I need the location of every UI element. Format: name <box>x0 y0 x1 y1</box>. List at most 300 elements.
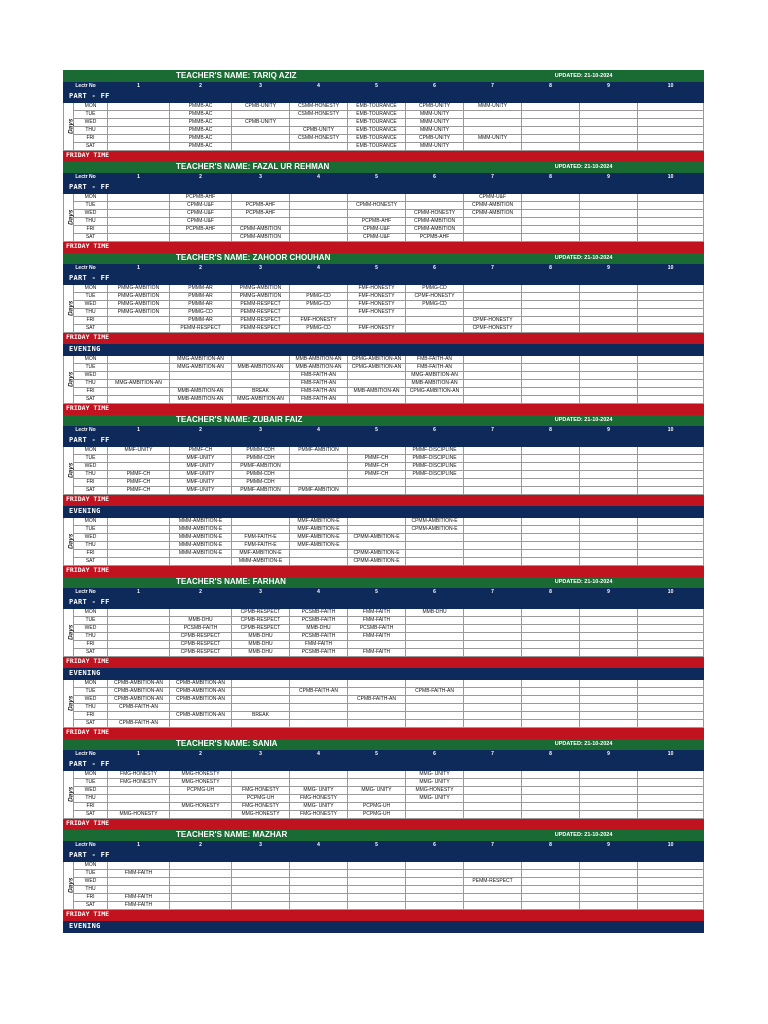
period-number: 1 <box>108 426 170 435</box>
day-row <box>64 787 704 795</box>
class-cell <box>638 372 704 380</box>
day-row <box>64 609 704 617</box>
class-cell: CPMM-HONESTY <box>406 210 464 218</box>
day-name: WED <box>74 787 108 795</box>
friday-time-label: FRIDAY TIME <box>66 566 110 574</box>
class-cell <box>406 550 464 558</box>
class-cell: CPMB-UNITY <box>406 135 464 143</box>
period-number: 1 <box>108 841 170 850</box>
class-cell: FMG-HONESTY <box>108 779 170 787</box>
days-vertical-label <box>64 356 74 404</box>
class-cell <box>580 234 638 242</box>
class-cell <box>638 143 704 151</box>
class-cell <box>580 641 638 649</box>
class-cell <box>580 317 638 325</box>
class-cell <box>170 862 232 870</box>
period-number: 8 <box>522 426 580 435</box>
day-name: WED <box>74 878 108 886</box>
class-cell: CPMM-HONESTY <box>348 202 406 210</box>
day-name: SAT <box>74 902 108 910</box>
day-row <box>64 226 704 234</box>
day-row <box>64 119 704 127</box>
class-cell <box>290 696 348 704</box>
class-cell <box>464 479 522 487</box>
day-row <box>64 779 704 787</box>
class-cell <box>464 720 522 728</box>
days-label: Days <box>67 371 75 388</box>
days-label: Days <box>67 786 75 803</box>
class-cell <box>580 396 638 404</box>
class-cell: PMMF-AMBITION <box>232 463 290 471</box>
class-cell <box>638 688 704 696</box>
class-cell <box>638 202 704 210</box>
class-cell <box>348 542 406 550</box>
class-cell <box>108 103 170 111</box>
class-cell: FMM-FAITH <box>108 902 170 910</box>
class-cell <box>638 103 704 111</box>
period-number: 1 <box>108 264 170 273</box>
evening-section-row <box>64 668 704 680</box>
friday-time-label: FRIDAY TIME <box>66 151 110 159</box>
class-cell <box>580 811 638 819</box>
class-cell <box>580 293 638 301</box>
class-cell <box>406 194 464 202</box>
class-cell <box>580 696 638 704</box>
class-cell: CPMB-UNITY <box>232 119 290 127</box>
teacher-name: TEACHER'S NAME: MAZHAR <box>64 830 464 841</box>
class-cell <box>406 479 464 487</box>
period-number: 10 <box>638 426 704 435</box>
teacher-title-row <box>64 739 704 750</box>
teacher-title-row <box>64 577 704 588</box>
class-cell <box>108 518 170 526</box>
class-cell <box>580 680 638 688</box>
class-cell <box>170 870 232 878</box>
class-cell: CPMB-UNITY <box>290 127 348 135</box>
class-cell <box>522 356 580 364</box>
class-cell: MMG-HONESTY <box>170 779 232 787</box>
class-cell <box>522 388 580 396</box>
class-cell <box>464 550 522 558</box>
days-label: Days <box>67 300 75 317</box>
class-cell <box>580 111 638 119</box>
days-vertical-label <box>64 771 74 819</box>
class-cell <box>580 309 638 317</box>
class-cell <box>464 542 522 550</box>
period-number: 3 <box>232 750 290 759</box>
class-cell: FMG-HONESTY <box>290 795 348 803</box>
class-cell: FMM-FAITH <box>348 633 406 641</box>
class-cell <box>522 558 580 566</box>
class-cell <box>464 894 522 902</box>
period-number: 5 <box>348 588 406 597</box>
class-cell: PMMM-AR <box>170 285 232 293</box>
class-cell: CPMM-AMBITION-E <box>406 518 464 526</box>
class-cell <box>406 325 464 333</box>
class-cell <box>464 641 522 649</box>
day-name: MON <box>74 518 108 526</box>
class-cell: CPMM-AMBITION <box>464 202 522 210</box>
class-cell <box>522 633 580 641</box>
class-cell <box>406 803 464 811</box>
period-number: 4 <box>290 82 348 91</box>
class-cell <box>580 202 638 210</box>
class-cell: PMMF-DISCIPLINE <box>406 471 464 479</box>
class-cell <box>638 135 704 143</box>
class-cell: PCPMG-UH <box>232 795 290 803</box>
class-cell <box>580 558 638 566</box>
day-row <box>64 720 704 728</box>
class-cell <box>580 688 638 696</box>
day-row <box>64 372 704 380</box>
class-cell: CPMM-AMBITION-E <box>348 534 406 542</box>
friday-time-row <box>64 566 704 577</box>
period-number: 7 <box>464 173 522 182</box>
period-number: 4 <box>290 841 348 850</box>
class-cell <box>290 886 348 894</box>
class-cell <box>638 396 704 404</box>
class-cell: FMF-HONESTY <box>348 285 406 293</box>
class-cell <box>406 396 464 404</box>
class-cell: CPMM-AMBITION <box>406 226 464 234</box>
class-cell <box>464 143 522 151</box>
class-cell: EMB-TOURANCE <box>348 135 406 143</box>
class-cell <box>638 285 704 293</box>
class-cell: PCSMB-FAITH <box>290 609 348 617</box>
class-cell <box>464 534 522 542</box>
day-row <box>64 878 704 886</box>
day-name: THU <box>74 795 108 803</box>
class-cell <box>464 463 522 471</box>
class-cell: CPMB-FAITH-AN <box>290 688 348 696</box>
part-ff-section-row <box>64 91 704 103</box>
day-row <box>64 862 704 870</box>
class-cell <box>580 886 638 894</box>
class-cell <box>522 194 580 202</box>
updated-date: UPDATED: 21-10-2024 <box>464 71 704 82</box>
days-label: Days <box>67 695 75 712</box>
class-cell: MMG-HONESTY <box>170 803 232 811</box>
friday-time-label: FRIDAY TIME <box>66 728 110 736</box>
class-cell: CPMB-FAITH-AN <box>348 696 406 704</box>
class-cell <box>464 293 522 301</box>
day-row <box>64 886 704 894</box>
class-cell <box>348 518 406 526</box>
class-cell <box>638 696 704 704</box>
day-row <box>64 111 704 119</box>
class-cell <box>522 862 580 870</box>
class-cell <box>522 811 580 819</box>
class-cell <box>348 894 406 902</box>
class-cell: CPMM-U&F <box>464 194 522 202</box>
day-name: FRI <box>74 712 108 720</box>
evening-label: EVENING <box>69 669 101 677</box>
class-cell: PMMM-CDH <box>232 479 290 487</box>
friday-time-row <box>64 819 704 830</box>
period-header-row <box>64 426 704 435</box>
class-cell <box>108 111 170 119</box>
class-cell <box>638 609 704 617</box>
friday-time-row <box>64 728 704 739</box>
class-cell <box>108 787 170 795</box>
class-cell <box>464 518 522 526</box>
day-name: THU <box>74 471 108 479</box>
class-cell <box>290 902 348 910</box>
class-cell: MMB-DHU <box>232 641 290 649</box>
class-cell <box>464 218 522 226</box>
class-cell: FMF-HONESTY <box>348 309 406 317</box>
days-label: Days <box>67 624 75 641</box>
class-cell: MMM-UNITY <box>406 111 464 119</box>
class-cell <box>232 771 290 779</box>
class-cell <box>522 803 580 811</box>
class-cell <box>522 712 580 720</box>
class-cell <box>464 886 522 894</box>
class-cell <box>170 795 232 803</box>
class-cell <box>464 803 522 811</box>
class-cell <box>348 210 406 218</box>
class-cell: FMG-HONESTY <box>232 787 290 795</box>
class-cell: PMMG-CD <box>290 325 348 333</box>
class-cell: PMMG-AMBITION <box>108 285 170 293</box>
day-name: THU <box>74 218 108 226</box>
class-cell <box>290 878 348 886</box>
part-ff-label: PART - FF <box>69 598 110 606</box>
class-cell <box>290 234 348 242</box>
class-cell <box>522 364 580 372</box>
period-number: 2 <box>170 173 232 182</box>
class-cell <box>290 550 348 558</box>
day-name: FRI <box>74 641 108 649</box>
class-cell <box>170 894 232 902</box>
class-cell: FMM-FAITH <box>290 641 348 649</box>
class-cell: FMF-HONESTY <box>348 293 406 301</box>
day-name: WED <box>74 625 108 633</box>
day-name: WED <box>74 534 108 542</box>
class-cell <box>232 218 290 226</box>
class-cell: MMF-UNITY <box>170 479 232 487</box>
period-header-row <box>64 82 704 91</box>
period-number: 4 <box>290 264 348 273</box>
period-number: 7 <box>464 264 522 273</box>
class-cell: MMG-AMBITION-AN <box>108 380 170 388</box>
class-cell: MMM-AMBITION-E <box>170 518 232 526</box>
class-cell: MMF-UNITY <box>170 463 232 471</box>
day-row <box>64 688 704 696</box>
day-row <box>64 210 704 218</box>
friday-time-row <box>64 910 704 921</box>
class-cell <box>638 712 704 720</box>
day-name: TUE <box>74 293 108 301</box>
class-cell: CPMG-AMBITION-AN <box>348 356 406 364</box>
class-cell: CPMB-AMBITION-AN <box>170 680 232 688</box>
day-name: MON <box>74 680 108 688</box>
class-cell: MMM-UNITY <box>464 135 522 143</box>
class-cell <box>580 364 638 372</box>
class-cell: CPMM-AMBITION-E <box>348 550 406 558</box>
class-cell <box>638 534 704 542</box>
part-ff-label: PART - FF <box>69 274 110 282</box>
class-cell <box>406 894 464 902</box>
class-cell <box>580 143 638 151</box>
class-cell <box>108 641 170 649</box>
class-cell: PEMM-RESPECT <box>232 301 290 309</box>
day-name: FRI <box>74 479 108 487</box>
class-cell <box>348 771 406 779</box>
class-cell <box>464 447 522 455</box>
class-cell <box>108 325 170 333</box>
class-cell <box>108 364 170 372</box>
day-row <box>64 202 704 210</box>
class-cell: MMM-AMBITION-E <box>170 550 232 558</box>
class-cell <box>464 309 522 317</box>
day-name: WED <box>74 301 108 309</box>
class-cell <box>522 720 580 728</box>
period-header-row <box>64 173 704 182</box>
class-cell <box>638 226 704 234</box>
day-row <box>64 301 704 309</box>
class-cell <box>406 558 464 566</box>
class-cell <box>638 870 704 878</box>
teacher-name: TEACHER'S NAME: FARHAN <box>64 577 464 588</box>
class-cell <box>638 325 704 333</box>
period-number: 6 <box>406 750 464 759</box>
day-name: TUE <box>74 870 108 878</box>
class-cell <box>638 364 704 372</box>
class-cell <box>348 704 406 712</box>
class-cell <box>464 779 522 787</box>
class-cell <box>108 712 170 720</box>
class-cell <box>108 649 170 657</box>
days-vertical-label <box>64 285 74 333</box>
class-cell <box>522 143 580 151</box>
class-cell <box>348 487 406 495</box>
day-name: MON <box>74 356 108 364</box>
class-cell <box>232 886 290 894</box>
class-cell <box>580 633 638 641</box>
class-cell: CSMM-HONESTY <box>290 111 348 119</box>
period-number: 8 <box>522 264 580 273</box>
class-cell <box>522 234 580 242</box>
class-cell <box>170 720 232 728</box>
class-cell <box>108 455 170 463</box>
class-cell: BREAK <box>232 712 290 720</box>
class-cell <box>290 680 348 688</box>
class-cell <box>290 479 348 487</box>
class-cell <box>290 202 348 210</box>
days-vertical-label <box>64 103 74 151</box>
class-cell: CPMB-RESPECT <box>232 609 290 617</box>
class-cell: MMM-UNITY <box>406 143 464 151</box>
day-row <box>64 526 704 534</box>
class-cell <box>406 680 464 688</box>
class-cell <box>464 862 522 870</box>
class-cell: CPMB-UNITY <box>232 103 290 111</box>
class-cell <box>406 720 464 728</box>
period-header-row <box>64 750 704 759</box>
period-number: 2 <box>170 426 232 435</box>
friday-time-label: FRIDAY TIME <box>66 819 110 827</box>
class-cell <box>522 218 580 226</box>
day-row <box>64 518 704 526</box>
class-cell <box>638 293 704 301</box>
day-name: WED <box>74 463 108 471</box>
class-cell: PMMF-DISCIPLINE <box>406 447 464 455</box>
day-row <box>64 143 704 151</box>
day-row <box>64 356 704 364</box>
class-cell <box>638 641 704 649</box>
class-cell <box>580 902 638 910</box>
class-cell: FMF-HONESTY <box>348 301 406 309</box>
class-cell: FMF-HONESTY <box>348 325 406 333</box>
class-cell <box>638 309 704 317</box>
class-cell <box>108 194 170 202</box>
days-vertical-label <box>64 862 74 910</box>
period-number: 5 <box>348 82 406 91</box>
day-row <box>64 325 704 333</box>
day-row <box>64 795 704 803</box>
day-row <box>64 103 704 111</box>
class-cell: MMB-DHU <box>232 649 290 657</box>
part-ff-label: PART - FF <box>69 760 110 768</box>
class-cell <box>108 617 170 625</box>
days-label: Days <box>67 462 75 479</box>
class-cell: PCPMB-AHF <box>170 226 232 234</box>
class-cell <box>170 886 232 894</box>
class-cell: MMF-AMBITION-E <box>290 518 348 526</box>
day-name: THU <box>74 127 108 135</box>
class-cell: PCPMB-AHF <box>232 210 290 218</box>
period-number: 8 <box>522 588 580 597</box>
class-cell <box>348 870 406 878</box>
class-cell: CPMB-FAITH-AN <box>406 688 464 696</box>
class-cell <box>638 526 704 534</box>
day-row <box>64 487 704 495</box>
day-row <box>64 317 704 325</box>
class-cell <box>232 372 290 380</box>
class-cell: PMMG-CD <box>406 301 464 309</box>
class-cell: FMB-FAITH-AN <box>290 396 348 404</box>
day-name: FRI <box>74 550 108 558</box>
class-cell: MMF-UNITY <box>170 455 232 463</box>
class-cell <box>580 194 638 202</box>
class-cell <box>464 234 522 242</box>
days-vertical-label <box>64 447 74 495</box>
class-cell: CPMM-U&F <box>170 218 232 226</box>
class-cell: FMF-HONESTY <box>290 317 348 325</box>
class-cell <box>464 625 522 633</box>
class-cell <box>232 526 290 534</box>
part-ff-section-row <box>64 850 704 862</box>
class-cell: CPMB-AMBITION-AN <box>108 696 170 704</box>
class-cell <box>108 878 170 886</box>
class-cell <box>170 902 232 910</box>
class-cell <box>638 479 704 487</box>
class-cell: PMMM-CDH <box>232 471 290 479</box>
class-cell <box>580 894 638 902</box>
teacher-title-row <box>64 830 704 841</box>
class-cell <box>290 218 348 226</box>
class-cell <box>464 870 522 878</box>
class-cell <box>108 886 170 894</box>
class-cell <box>108 526 170 534</box>
class-cell: PMMF-CH <box>170 447 232 455</box>
period-number: 9 <box>580 173 638 182</box>
timetable-sheet <box>63 70 693 933</box>
class-cell <box>170 558 232 566</box>
class-cell <box>108 803 170 811</box>
evening-label: EVENING <box>69 507 101 515</box>
